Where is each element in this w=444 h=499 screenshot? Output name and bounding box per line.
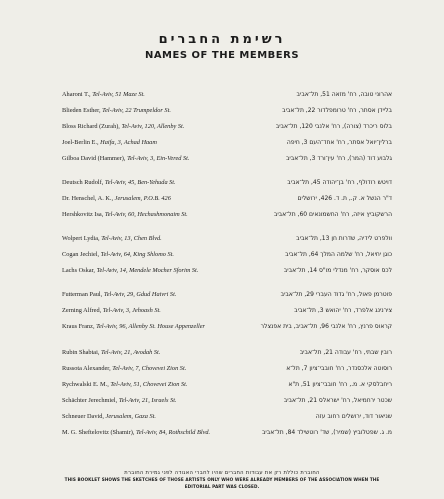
member-hebrew: ד"ר הנשל א. ק., ת. ד. 426, ירושלים [297,195,392,202]
member-name: Bloss Richard (Zurah), [62,123,120,130]
member-address: Tel-Aviv, 51 Maze St. [92,91,145,98]
member-english [62,178,227,188]
member-english [62,348,227,358]
member-english [62,90,227,100]
member-address: Tel-Aviv, 13, Chen Blvd. [101,235,162,242]
member-hebrew: הרשקוביץ איזה, רח' החשמונאים 60, תל־אביב [273,211,392,218]
member-hebrew: רובין שבתי, רח' עבודה 21, תל־אביב [299,349,392,356]
member-hebrew: בליידן אסתר, רח' טרומפלדור 22, תל־אביב [282,107,392,114]
member-address: Tel-Aviv, 7, Chovevei Zion St. [112,365,187,372]
member-hebrew: בלוס ריכרד (צורה), רח' אלנבי 120, תל־אביב [275,123,392,130]
member-hebrew: פוטרמן פאול, רח' גדוד העברי 29, תל־אביב [280,291,392,298]
member-name: Blieden Esther, [62,107,101,114]
member-hebrew: וולפרט לידיה, שדרות חן 13, תל־אביב [296,235,392,242]
member-address: Haifa, 3, Achad Haam [100,139,157,146]
member-name: Zerning Alfred, [62,307,102,314]
member-name: Rubin Shabtai, [62,349,100,356]
member-name: Russota Alexander, [62,365,111,372]
footer-hebrew: החוברת כוללת רק את עבודות החברים שהיו לחברי האגודה לפני גמירת החוברת [124,470,320,476]
member-hebrew: כוגן יחיאל, רח' שלמה המלך 64, תל־אביב [285,251,392,258]
member-name: Aharoni T., [62,91,91,98]
member-name: Rychwalski E. M., [62,381,109,388]
hebrew-title: רשימת החברים [158,32,286,47]
member-english [62,290,227,300]
member-english [62,364,227,374]
member-hebrew: ברלין־יואל אסתר, רח' אחד־העם 3, חיפה [286,139,392,146]
member-name: Wolpert Lydia, [62,235,100,242]
member-english [62,250,227,260]
member-hebrew: קראוס פרנץ, רח' אלנבי 96, תל־אביב, בית אפנצלר [260,323,392,330]
member-english [62,322,227,332]
member-address: Tel-Aviv, 21, Israels St. [118,397,177,404]
member-english [62,412,227,422]
member-address: Jerusalem, Gaza St. [105,413,156,420]
member-english [62,380,227,390]
member-address: Tel-Aviv, 3, Ein-Vered St. [127,155,190,162]
member-address: Tel-Aviv, 3, Jehoash St. [102,307,161,314]
member-hebrew: שכטר ירחמיאל, רח' ישראלס 21, תל־אביב [283,397,392,404]
member-english [62,154,227,164]
member-name: Lachs Oskar, [62,267,95,274]
member-name: Hershkovitz Isa, [62,211,104,218]
member-hebrew: רוסוטה אלכסנדר, רח' חובבי־ציון 7, תל־א [286,365,392,372]
member-name: Deutsch Rudolf, [62,179,104,186]
member-address: Tel-Aviv, 64, King Shlomo St. [100,251,174,258]
member-name: Cogan Jechiel, [62,251,100,258]
member-address: Tel-Aviv, 60, Hechashmonaim St. [104,211,188,218]
member-name: Gilboa David (Hammer), [62,155,126,162]
member-hebrew: ריחבלסקי א. מ., רח' חובבי־ציון 51, ת"א [288,381,392,388]
member-name: Kraus Franz, [62,323,95,330]
member-english [62,266,227,276]
member-address: Tel-Aviv, 22 Trumpeldor St. [102,107,171,114]
member-address: Tel-Aviv, 84, Rothschild Blvd. [135,429,211,436]
member-address: Tel-Aviv, 45, Ben-Yehuda St. [104,179,176,186]
member-hebrew: גלבוע דוד (המר), רח' עין־ורד 3, תל־אביב [285,155,392,162]
member-address: Tel-Aviv, 120, Allenby St. [121,123,185,130]
member-address: Tel-Aviv, 96, Allenby St. House Appenzeller [96,323,206,330]
member-english [62,106,227,116]
member-name: Futterman Paul, [62,291,103,298]
member-english [62,194,227,204]
member-name: M. G. Sheftelovitz (Shamir), [62,429,135,436]
member-name: Joel-Berlin E., [62,139,99,146]
english-title: NAMES OF THE MEMBERS [144,50,300,61]
member-name: Schneuer David, [62,413,104,420]
footer-note [0,469,444,490]
member-english [62,138,227,148]
member-hebrew: שניאור דוד, ירושלים רחוב עזה [315,413,392,420]
member-english [62,122,227,132]
member-hebrew: מ. ג. שפטלוביץ (שמיר), שד' רוטשילד 84, תל־אביב [261,429,392,436]
footer-english-line2: EDITORIAL PART WAS CLOSED. [184,483,260,489]
member-name: Schächter Jerechmiel, [62,397,118,404]
member-hebrew: לכס אוסקר, רח' מנדלי מו"ס 14, תל־אביב [283,267,392,274]
member-english [62,210,227,220]
member-address: Tel-Aviv, 14, Mendele Mocher Sforim St. [96,267,199,274]
member-english [62,428,227,438]
member-hebrew: דויטש רודולף, רח' בן־יהודה 45, תל־אביב [287,179,392,186]
member-english [62,234,227,244]
member-name: Dr. Henschel, A. K., [62,195,114,202]
member-address: Jerusalem, P.O.B. 426 [114,195,171,202]
member-english [62,396,227,406]
member-english [62,306,227,316]
member-address: Tel-Aviv, 51, Chovevei Zion St. [110,381,188,388]
member-hebrew: אהרוני טובה, רח' מזאה 51, תל־אביב [296,91,392,98]
member-hebrew: צירנינג אלפרד, רח' יהואש 3, תל־אביב [294,307,392,314]
footer-english-line1: THIS BOOKLET SHOWS THE SKETCHES OF THOSE ARTISTS ONLY WHO WERE ALREADY MEMBERS OF THE ASSOCIATION WHEN THE [64,477,380,482]
member-address: Tel-Aviv, 21, Avodah St. [101,349,161,356]
member-address: Tel-Aviv, 29, Gdud Haivri St. [103,291,177,298]
